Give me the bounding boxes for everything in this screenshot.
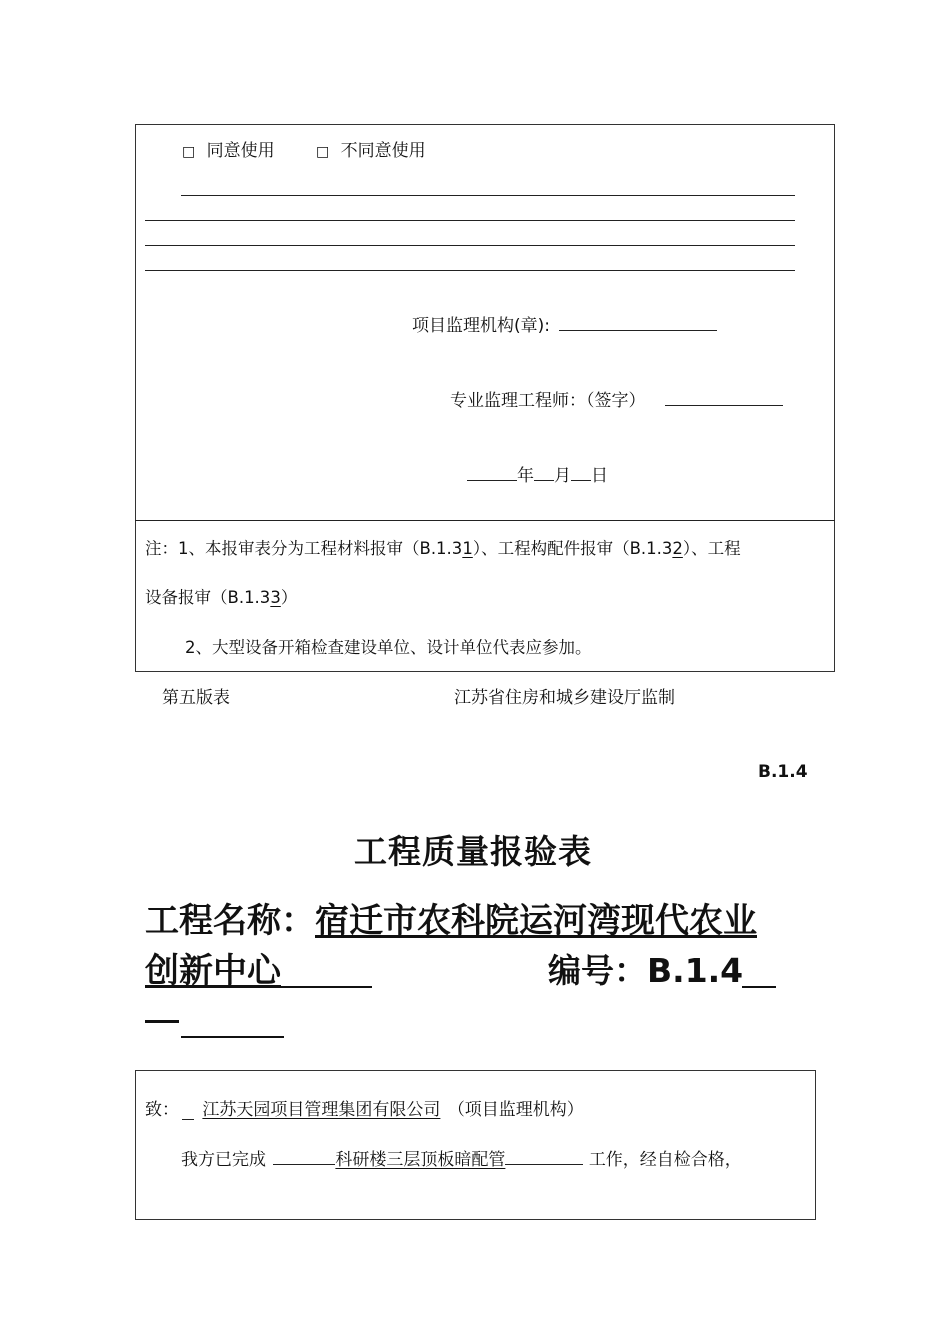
org-stamp-field[interactable]	[559, 329, 717, 331]
work-item[interactable]: 科研楼三层顶板暗配管	[335, 1150, 506, 1170]
engineer-signature-label: 专业监理工程师：（签字）	[450, 391, 646, 411]
option-agree[interactable]	[182, 140, 275, 163]
checkbox-icon[interactable]: □	[316, 144, 330, 160]
engineer-signature-row	[450, 390, 783, 412]
addressee-label: 致：	[145, 1100, 179, 1120]
date-year-label: 年	[517, 466, 534, 486]
supervisor-label: 江苏省住房和城乡建设厅监制	[454, 688, 675, 708]
completion-prefix: 我方已完成	[181, 1150, 266, 1170]
opinion-line	[145, 220, 795, 221]
form-number-field-cont	[145, 1020, 179, 1023]
form-number-field[interactable]	[742, 986, 776, 988]
addressee-row	[145, 1099, 584, 1121]
addressee-suffix: （项目监理机构）	[447, 1100, 584, 1120]
opinion-line	[145, 245, 795, 246]
date-row	[467, 465, 608, 487]
form-number-field-cont	[181, 1036, 284, 1038]
checkbox-icon[interactable]: □	[182, 144, 196, 160]
completion-suffix: 工作，经自检合格，	[588, 1150, 742, 1170]
project-name-cont: 创新中心	[145, 951, 281, 991]
option-disagree[interactable]	[316, 140, 426, 163]
form-code: B.1.4	[758, 762, 808, 782]
option-disagree-label: 不同意使用	[340, 141, 426, 161]
project-name-line-2	[145, 950, 281, 992]
date-day-field[interactable]	[571, 479, 591, 481]
project-name-line-1	[145, 900, 757, 942]
opinion-line	[145, 270, 795, 271]
org-stamp-label: 项目监理机构(章):	[412, 316, 550, 336]
engineer-signature-field[interactable]	[665, 404, 783, 406]
edition-label: 第五版表	[162, 688, 230, 708]
inspection-table	[135, 1070, 816, 1220]
note-line-1: 注：1、本报审表分为工程材料报审（B.1.31）、工程构配件报审（B.1.32）、工程	[145, 539, 741, 558]
note-line-2: 设备报审（B.1.33）	[145, 588, 298, 607]
date-day-label: 日	[591, 466, 608, 486]
date-year-field[interactable]	[467, 479, 517, 481]
review-notes-divider	[135, 520, 835, 521]
date-month-field[interactable]	[534, 479, 554, 481]
project-name-underline	[280, 986, 372, 988]
form-number-label: 编号：B.1.4	[548, 951, 744, 990]
work-item-tail	[505, 1163, 583, 1165]
completion-statement	[181, 1149, 742, 1171]
addressee-underline	[182, 1119, 194, 1120]
note-line-3: 2、大型设备开箱检查建设单位、设计单位代表应参加。	[185, 638, 592, 657]
work-item-lead	[273, 1163, 335, 1165]
project-label: 工程名称：	[145, 901, 315, 941]
org-stamp-row	[412, 315, 717, 337]
option-agree-label: 同意使用	[206, 141, 275, 161]
opinion-line	[181, 195, 795, 196]
addressee-org[interactable]: 江苏天园项目管理集团有限公司	[202, 1100, 441, 1120]
form-number	[548, 950, 743, 992]
form-title: 工程质量报验表	[354, 832, 592, 871]
date-month-label: 月	[554, 466, 571, 486]
project-name: 宿迁市农科院运河湾现代农业	[315, 901, 757, 941]
